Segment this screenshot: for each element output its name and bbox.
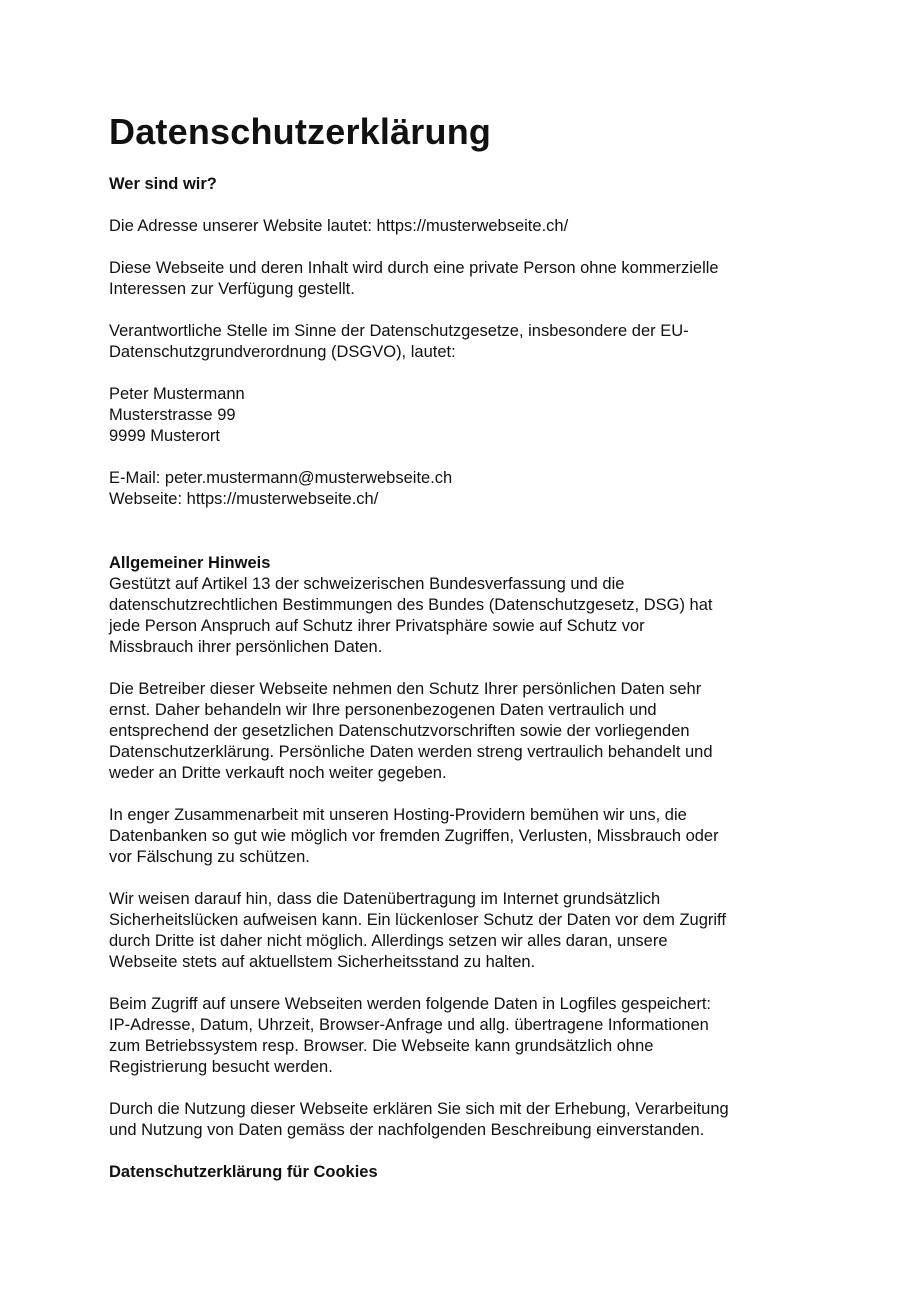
general-paragraph-hosting: In enger Zusammenarbeit mit unseren Hosting-Providern bemühen wir uns, die Datenbanken so gut wie möglich vor fremden Zugriffen, Verlusten, Missbrauch oder vor Fälschung zu schützen. xyxy=(109,806,719,866)
document-page xyxy=(109,108,809,1183)
heading-who-are-we: Wer sind wir? xyxy=(109,175,217,193)
website-address-paragraph: Die Adresse unserer Website lautet: https://musterwebseite.ch/ xyxy=(109,217,569,235)
heading-general-notice: Allgemeiner Hinweis xyxy=(109,554,271,572)
general-paragraph-logfiles: Beim Zugriff auf unsere Webseiten werden folgende Daten in Logfiles gespeichert: IP-Adresse, Datum, Uhrzeit, Browser-Anfrage und allg. übertragene Informationen zum Betriebssystem resp. Browser. Die Webseite kann grundsätzlich ohne Registrierung besucht werden. xyxy=(109,995,712,1076)
contact-info: E-Mail: peter.mustermann@musterwebseite.ch Webseite: https://musterwebseite.ch/ xyxy=(109,469,453,508)
document-title: Datenschutzerklärung xyxy=(109,111,492,152)
private-person-paragraph: Diese Webseite und deren Inhalt wird durch eine private Person ohne kommerzielle Interessen zur Verfügung gestellt. xyxy=(109,259,719,298)
postal-address: Peter Mustermann Musterstrasse 99 9999 Musterort xyxy=(109,385,245,445)
general-paragraph-consent: Durch die Nutzung dieser Webseite erklären Sie sich mit der Erhebung, Verarbeitung und Nutzung von Daten gemäss der nachfolgenden Beschreibung einverstanden. xyxy=(109,1100,729,1139)
general-paragraph-security: Wir weisen darauf hin, dass die Datenübertragung im Internet grundsätzlich Sicherheitslücken aufweisen kann. Ein lückenloser Schutz der Daten vor dem Zugriff durch Dritte ist daher nicht möglich. Allerdings setzen wir alles daran, unsere Webseite stets auf aktuellstem Sicherheitsstand zu halten. xyxy=(109,890,726,971)
heading-cookies: Datenschutzerklärung für Cookies xyxy=(109,1163,378,1181)
responsible-party-paragraph: Verantwortliche Stelle im Sinne der Datenschutzgesetze, insbesondere der EU- Datenschutzgrundverordnung (DSGVO), lautet: xyxy=(109,322,689,361)
general-paragraph-constitution: Gestützt auf Artikel 13 der schweizerischen Bundesverfassung und die datenschutzrechtlichen Bestimmungen des Bundes (Datenschutzgesetz, DSG) hat jede Person Anspruch auf Schutz ihrer Privatsphäre sowie auf Schutz vor Missbrauch ihrer persönlichen Daten. xyxy=(109,575,713,656)
general-paragraph-operators: Die Betreiber dieser Webseite nehmen den Schutz Ihrer persönlichen Daten sehr ernst. Daher behandeln wir Ihre personenbezogenen Daten vertraulich und entsprechend der gesetzlichen Datenschutzvorschriften sowie der vorliegenden Datenschutzerklärung. Persönliche Daten werden streng vertraulich behandelt und weder an Dritte verkauft noch weiter gegeben. xyxy=(109,680,713,782)
